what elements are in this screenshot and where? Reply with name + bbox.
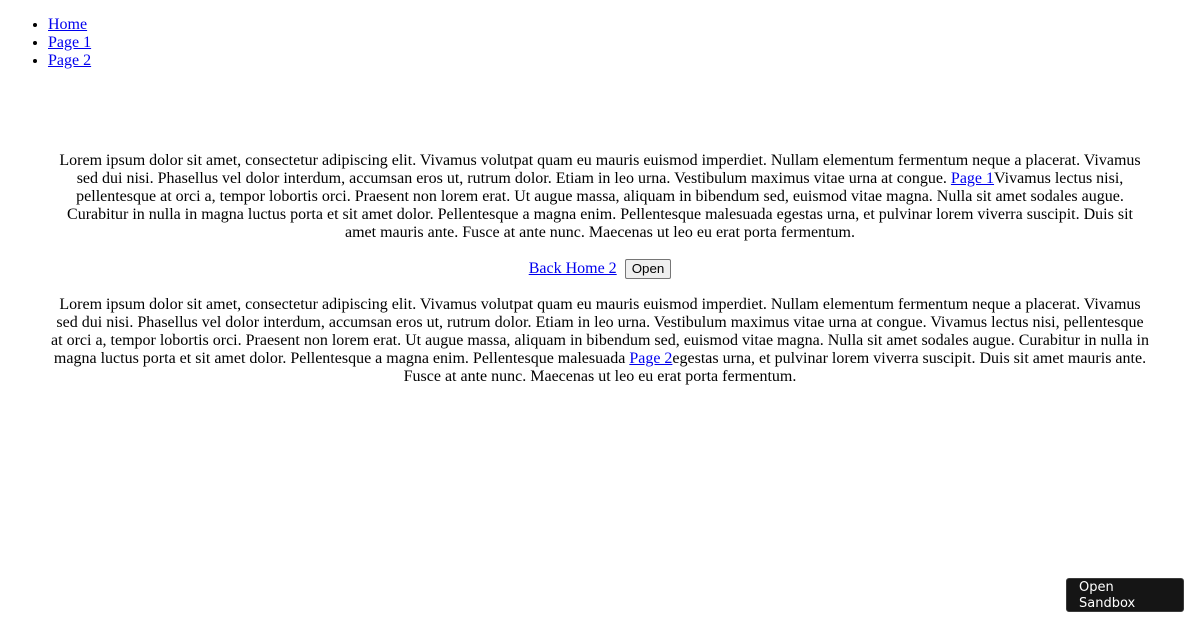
main-content xyxy=(50,152,1150,386)
paragraph-1 xyxy=(50,152,1150,242)
action-row xyxy=(50,259,1150,279)
paragraph-2-text-before: Lorem ipsum dolor sit amet, consectetur adipiscing elit. Vivamus volutpat quam eu mauris euismod imperdiet. Nullam elementum fermentum neque a placerat. Vivamus sed dui nisi. Phasellus vel dolor interdum, accumsan eros ut, rutrum dolor. Etiam in leo urna. Vestibulum maximus vitae urna at congue. Vivamus lectus nisi, pellentesque at orci a, tempor lobortis orci. Praesent non lorem erat. Ut augue massa, aliquam in bibendum sed, euismod vitae magna. Nulla sit amet sodales augue. Curabitur in nulla in magna luctus porta et sit amet dolor. Pellentesque a magna enim. Pellentesque malesuada xyxy=(51,296,1149,367)
nav-item-page-1 xyxy=(48,34,91,52)
back-home-link[interactable]: Back Home 2 xyxy=(528,260,617,277)
main-nav xyxy=(0,16,91,70)
paragraph-2 xyxy=(50,296,1150,386)
nav-link-page-2[interactable]: Page 2 xyxy=(48,52,92,69)
paragraph-1-text-before: Lorem ipsum dolor sit amet, consectetur adipiscing elit. Vivamus volutpat quam eu mauris euismod imperdiet. Nullam elementum fermentum neque a placerat. Vivamus sed dui nisi. Phasellus vel dolor interdum, accumsan eros ut, rutrum dolor. Etiam in leo urna. Vestibulum maximus vitae urna at congue. xyxy=(59,152,1141,187)
inline-link-page-2[interactable]: Page 2 xyxy=(629,350,673,367)
paragraph-2-text-after: egestas urna, et pulvinar lorem viverra suscipit. Duis sit amet mauris ante. Fusce at ante nunc. Maecenas ut leo eu erat porta fermentum. xyxy=(403,350,1147,385)
nav-link-home[interactable]: Home xyxy=(48,16,88,33)
open-button[interactable]: Open xyxy=(625,259,672,279)
nav-link-page-1[interactable]: Page 1 xyxy=(48,34,92,51)
nav-item-page-2 xyxy=(48,52,91,70)
nav-item-home xyxy=(48,16,91,34)
inline-link-page-1[interactable]: Page 1 xyxy=(950,170,995,187)
paragraph-1-text-after: Vivamus lectus nisi, pellentesque at orci a, tempor lobortis orci. Praesent non lorem erat. Ut augue massa, aliquam in bibendum sed, euismod vitae magna. Nulla sit amet sodales augue. Curabitur in nulla in magna luctus porta et sit amet dolor. Pellentesque a magna enim. Pellentesque malesuada egestas urna, et pulvinar lorem viverra suscipit. Duis sit amet mauris ante. Fusce at ante nunc. Maecenas ut leo eu erat porta fermentum. xyxy=(67,170,1133,241)
open-sandbox-button[interactable]: Open Sandbox xyxy=(1066,578,1184,612)
